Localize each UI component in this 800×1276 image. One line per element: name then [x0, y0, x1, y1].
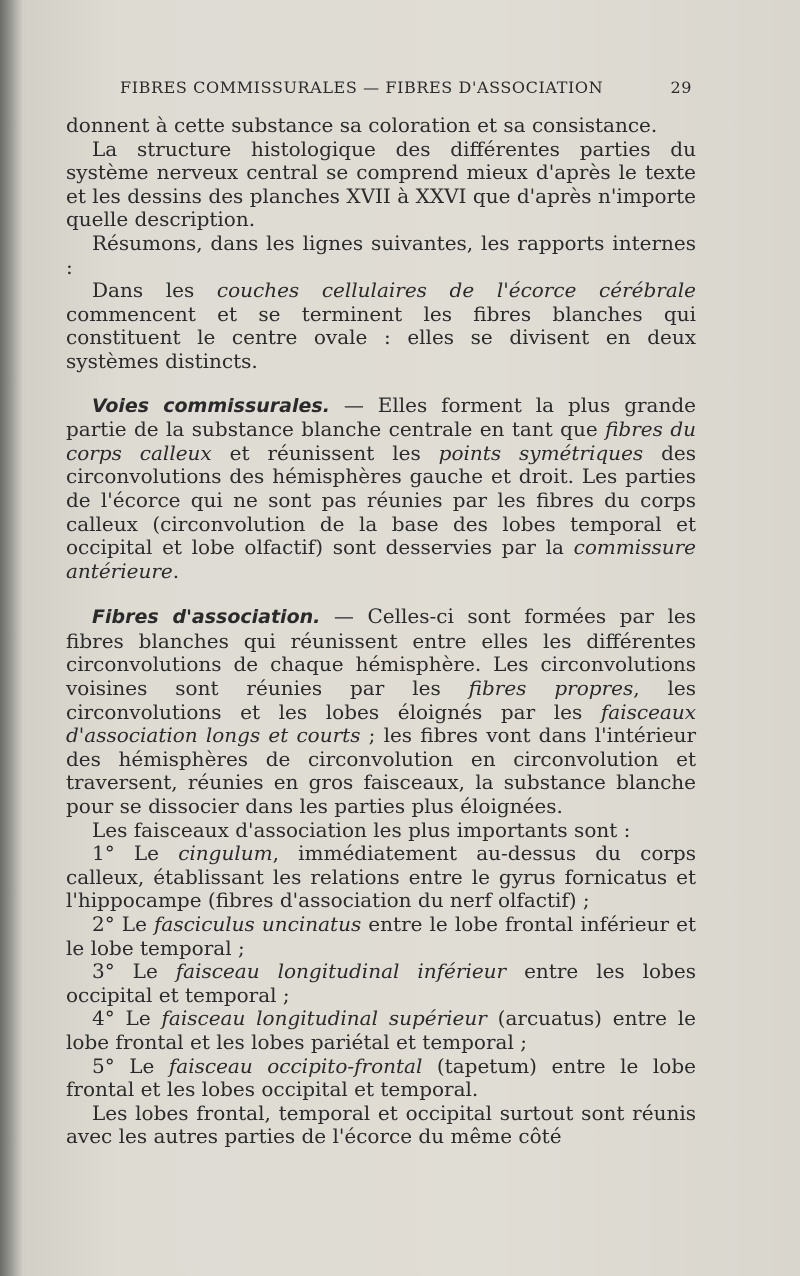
section-fibres-association: Fibres d'association. — Celles-ci sont formées par les fibres blanches qui réunissent entre elles les différentes circonvolutions de chaque hémisphère. Les circonvolutions voisines sont réunies par les fibres propres, les circonvolutions et les lobes éloignés par les faisceaux d'association longs et courts ; les fibres vont dans l'intérieur des hémisphères de circonvolution en circonvolution et traversent, réunies en gros faisceaux, la substance blanche pour se dissocier dans les parties plus éloignées.	[66, 604, 697, 819]
paragraph: Les lobes frontal, temporal et occipital surtout sont réunis avec les autres parties de l'écorce du même côté	[66, 1100, 696, 1149]
italic-term: faisceaux d'association longs et courts	[66, 699, 696, 748]
page-number: 29	[670, 78, 692, 97]
page-body	[66, 114, 696, 1149]
running-header	[120, 78, 692, 97]
list-item: 4° Le faisceau longitudinal supérieur (arcuatus) entre le lobe frontal et les lobes pariétal et temporal ;	[66, 1006, 696, 1054]
italic-term: points symétriques	[438, 440, 644, 465]
paragraph: Dans les couches cellulaires de l'écorce cérébrale commencent et se terminent les fibres blanches qui constituent le centre ovale : elles se divisent en deux systèmes distincts.	[66, 278, 696, 373]
paragraph: Les faisceaux d'association les plus importants sont :	[92, 817, 631, 842]
section-heading: Fibres d'association.	[92, 606, 321, 629]
list-item: 1° Le cingulum, immédiatement au-dessus du corps calleux, établissant les relations entre le gyrus fornicatus et l'hippocampe (fibres d'association du nerf olfactif) ;	[66, 841, 696, 913]
list-item: 3° Le faisceau longitudinal inférieur entre les lobes occipital et temporal ;	[66, 959, 696, 1007]
book-spine-shadow	[0, 0, 24, 1276]
italic-term: cingulum	[178, 841, 273, 866]
italic-term: faisceau longitudinal inférieur	[175, 959, 507, 984]
italic-term: faisceau longitudinal supérieur	[161, 1006, 487, 1031]
italic-term: fasciculus uncinatus	[154, 912, 362, 936]
paragraph-continuation: donnent à cette substance sa coloration et sa consistance.	[66, 113, 658, 137]
italic-term: fibres du corps calleux	[66, 417, 696, 465]
section-voies-commissurales: Voies commissurales. — Elles forment la plus grande partie de la substance blanche centrale en tant que fibres du corps calleux et réunissent les points symétriques des circonvolutions des hémisphères gauche et droit. Les parties de l'écorce qui ne sont pas réunies par les fibres du corps calleux (circonvolution de la base des lobes temporal et occipital et lobe olfactif) sont desservies par la commissure antérieure.	[66, 392, 697, 583]
italic-term: fibres propres	[468, 676, 634, 701]
italic-term: couches cellulaires de l'écorce cérébrale	[216, 278, 696, 303]
paragraph: La structure histologique des différentes parties du système nerveux central se comprend mieux d'après le texte et les dessins des planches XVII à XXVI que d'après n'importe quelle description.	[66, 136, 696, 232]
italic-term: commissure antérieure	[66, 535, 696, 583]
italic-term: faisceau occipito-frontal	[168, 1053, 423, 1078]
list-item: 2° Le fasciculus uncinatus entre le lobe frontal inférieur et le lobe temporal ;	[66, 912, 697, 960]
paragraph: Résumons, dans les lignes suivantes, les rapports internes :	[66, 230, 696, 279]
running-title: FIBRES COMMISSURALES — FIBRES D'ASSOCIATION	[120, 78, 604, 97]
list-item: 5° Le faisceau occipito-frontal (tapetum) entre le lobe frontal et les lobes occipital et temporal.	[66, 1053, 696, 1102]
section-heading: Voies commissurales.	[92, 394, 330, 417]
